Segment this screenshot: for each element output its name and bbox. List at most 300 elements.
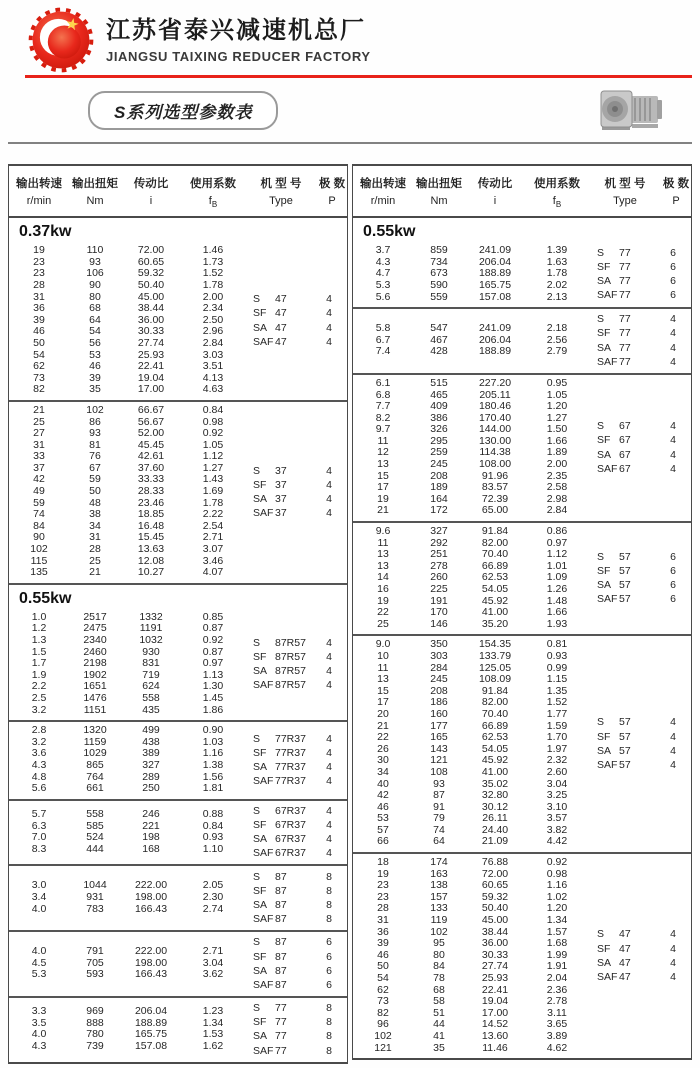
type-designation: SA 57	[597, 744, 631, 757]
cell-value: 188.89	[478, 345, 512, 358]
cell-value: 1.62	[202, 1039, 224, 1052]
cell-value: 428	[430, 345, 448, 358]
type-row	[589, 564, 690, 578]
cell-value: 2.02	[546, 278, 568, 291]
cell-value: 70.40	[481, 707, 509, 720]
cell-value: 3.3	[31, 1005, 47, 1018]
header-unit: Type	[269, 195, 293, 207]
cell-value: 19	[377, 867, 389, 880]
header-cell	[525, 175, 589, 209]
cell-value: 1.97	[546, 742, 568, 755]
cell-value: 780	[86, 1028, 104, 1041]
cell-value: 888	[86, 1016, 104, 1029]
cell-value: 65.00	[481, 504, 509, 517]
type-row	[589, 312, 690, 326]
type-row	[245, 949, 346, 963]
pole-count: 4	[326, 464, 332, 477]
type-designation: SF 57	[597, 565, 631, 578]
header-cell	[245, 175, 317, 209]
cell-value: 1.02	[546, 890, 568, 903]
cell-value: 10	[377, 649, 389, 662]
cell-value: 18	[377, 856, 389, 869]
type-designation: SAF 77R37	[253, 775, 306, 788]
cell-value: 0.97	[202, 657, 224, 670]
type-row	[245, 760, 346, 774]
cell-value: 36.00	[137, 313, 165, 326]
table-column-left	[8, 164, 348, 1064]
pole-count: 4	[670, 341, 676, 354]
cell-value: 170.40	[478, 411, 512, 424]
cell-value: 36	[33, 302, 45, 315]
cell-value: 1.01	[546, 559, 568, 572]
cell-value: 1159	[83, 735, 107, 748]
type-row	[245, 746, 346, 760]
cell-value: 1.39	[546, 244, 568, 257]
cell-value: 35.20	[481, 617, 509, 630]
pole-count: 4	[326, 507, 332, 520]
type-designation: SF 77	[253, 1016, 287, 1029]
numeric-rows	[9, 1006, 245, 1052]
cell-value: 1.12	[202, 450, 224, 463]
company-titles	[106, 16, 371, 64]
type-designation: SA 67R37	[253, 833, 306, 846]
cell-value: 2.50	[202, 313, 224, 326]
cell-value: 91	[433, 800, 445, 813]
cell-value: 7.0	[31, 831, 47, 844]
pole-count: 4	[326, 732, 332, 745]
table-row	[9, 969, 245, 981]
cell-value: 11.46	[482, 1041, 508, 1054]
cell-value: 174	[430, 856, 448, 869]
cell-value: 5.6	[375, 290, 391, 303]
cell-value: 1.13	[202, 668, 224, 681]
type-list	[589, 312, 690, 369]
cell-value: 865	[86, 758, 104, 771]
data-block	[353, 636, 691, 852]
pole-count: 4	[326, 478, 332, 491]
type-designation: S 37	[253, 464, 287, 477]
cell-value: 6.3	[31, 819, 47, 832]
cell-value: 91.84	[481, 525, 509, 538]
cell-value: 143	[430, 742, 448, 755]
pole-count: 4	[326, 833, 332, 846]
type-row	[245, 650, 346, 664]
cell-value: 734	[430, 255, 448, 268]
cell-value: 157.08	[478, 290, 512, 303]
cell-value: 21	[33, 403, 45, 416]
cell-value: 198	[142, 831, 160, 844]
cell-value: 705	[86, 956, 104, 969]
cell-value: 54	[89, 325, 101, 338]
cell-value: 0.95	[546, 376, 568, 389]
cell-value: 54.05	[481, 583, 509, 595]
cell-value: 1.66	[546, 606, 568, 619]
cell-value: 4.0	[31, 902, 47, 915]
cell-value: 72.39	[481, 492, 509, 505]
cell-value: 54	[33, 348, 45, 361]
cell-value: 177	[430, 719, 448, 732]
cell-value: 1.05	[202, 438, 224, 451]
type-row	[589, 956, 690, 970]
cell-value: 2.22	[202, 508, 224, 521]
cell-value: 1.09	[546, 571, 568, 584]
cell-value: 2.30	[202, 891, 224, 904]
cell-value: 1.78	[546, 267, 568, 280]
cell-value: 30	[377, 754, 389, 767]
type-row	[589, 550, 690, 564]
cell-value: 499	[142, 724, 160, 737]
type-designation: SA 77	[597, 275, 631, 288]
cell-value: 20	[377, 707, 389, 720]
type-row	[245, 1044, 346, 1058]
cell-value: 21	[89, 566, 101, 579]
cell-value: 19	[377, 492, 389, 505]
cell-value: 164	[430, 492, 448, 505]
cell-value: 96	[377, 1018, 389, 1031]
header-cell	[317, 175, 347, 209]
type-row	[245, 292, 346, 306]
header-cell	[589, 175, 661, 209]
cell-value: 661	[86, 782, 104, 795]
type-designation: SA 77	[253, 1030, 287, 1043]
cell-value: 0.87	[202, 645, 224, 658]
cell-value: 108.00	[478, 458, 512, 471]
cell-value: 60.65	[137, 255, 165, 268]
cell-value: 1.15	[546, 673, 568, 686]
cell-value: 16.48	[137, 519, 165, 532]
cell-value: 87	[433, 789, 445, 802]
cell-value: 2.00	[546, 458, 568, 471]
cell-value: 189	[430, 481, 448, 494]
type-row	[589, 355, 690, 369]
cell-value: 72.00	[137, 244, 165, 257]
cell-value: 930	[142, 645, 160, 658]
type-designation: SA 37	[253, 492, 287, 505]
numeric-rows	[9, 809, 245, 855]
cell-value: 2.13	[546, 290, 568, 303]
type-row	[589, 730, 690, 744]
cell-value: 284	[430, 661, 448, 674]
type-designation: S 67R37	[253, 804, 306, 817]
cell-value: 45.45	[137, 438, 165, 451]
cell-value: 0.81	[546, 638, 568, 651]
gray-divider	[8, 142, 692, 144]
pole-count: 4	[670, 744, 676, 757]
cell-value: 559	[430, 290, 448, 303]
cell-value: 1.69	[202, 485, 224, 498]
cell-value: 38.44	[137, 302, 165, 315]
header-label-cn: 机 型 号	[604, 178, 646, 190]
cell-value: 4.13	[202, 371, 224, 384]
type-row	[245, 964, 346, 978]
cell-value: 36.00	[481, 937, 509, 950]
cell-value: 2.8	[31, 724, 47, 737]
cell-value: 1.38	[202, 758, 224, 771]
pole-count: 4	[670, 956, 676, 969]
cell-value: 3.82	[546, 823, 568, 836]
cell-value: 1.10	[202, 842, 224, 855]
cell-value: 206.04	[478, 333, 512, 346]
cell-value: 82	[377, 1006, 389, 1019]
type-row	[245, 869, 346, 883]
cell-value: 1.78	[202, 496, 224, 509]
header-label-cn: 传动比	[477, 178, 513, 190]
cell-value: 2.54	[202, 519, 224, 532]
data-block	[353, 523, 691, 634]
cell-value: 931	[86, 891, 104, 904]
numeric-rows	[353, 857, 589, 1054]
cell-value: 3.65	[546, 1018, 568, 1031]
type-row	[245, 884, 346, 898]
cell-value: 37.60	[137, 461, 165, 474]
pole-count: 6	[326, 950, 332, 963]
cell-value: 31	[33, 290, 45, 303]
pole-count: 8	[326, 1016, 332, 1029]
type-row	[589, 592, 690, 606]
header-label-cn: 使用系数	[534, 178, 580, 190]
table-row	[9, 280, 245, 292]
column-header-row	[9, 166, 347, 218]
cell-value: 1.52	[546, 696, 568, 709]
cell-value: 435	[142, 703, 160, 716]
cell-value: 166.43	[134, 902, 168, 915]
cell-value: 25	[33, 415, 45, 428]
cell-value: 1.63	[546, 255, 568, 268]
type-row	[589, 288, 690, 302]
type-row	[245, 804, 346, 818]
cell-value: 17	[377, 696, 389, 709]
cell-value: 1.68	[546, 937, 568, 950]
cell-value: 278	[430, 559, 448, 572]
power-section-label: 0.55kw	[19, 589, 72, 607]
header-cell	[661, 175, 691, 209]
cell-value: 46	[89, 360, 101, 373]
cell-value: 4.42	[546, 835, 568, 848]
column-header-row	[353, 166, 691, 218]
cell-value: 1.81	[202, 782, 224, 795]
cell-value: 1.34	[546, 914, 568, 927]
header-label-cn: 极 数	[662, 178, 690, 190]
type-row	[245, 492, 346, 506]
cell-value: 106	[86, 267, 104, 280]
cell-value: 2.60	[546, 765, 568, 778]
cell-value: 1.86	[202, 703, 224, 716]
cell-value: 37	[33, 461, 45, 474]
data-block	[9, 866, 347, 930]
cell-value: 3.2	[31, 735, 47, 748]
pole-count: 4	[670, 970, 676, 983]
type-list	[245, 636, 346, 693]
cell-value: 1029	[83, 747, 107, 760]
cell-value: 165.75	[478, 278, 512, 291]
cell-value: 2198	[83, 657, 107, 670]
cell-value: 1.66	[546, 434, 568, 447]
type-row	[589, 341, 690, 355]
cell-value: 3.04	[546, 777, 568, 790]
cell-value: 1151	[83, 703, 107, 716]
cell-value: 547	[430, 322, 448, 335]
cell-value: 386	[430, 411, 448, 424]
cell-value: 78	[433, 972, 445, 984]
table-row	[353, 857, 589, 869]
pole-count: 6	[670, 246, 676, 259]
header-unit: Nm	[86, 195, 104, 207]
header-unit: i	[149, 195, 153, 207]
cell-value: 3.25	[546, 789, 568, 802]
type-designation: SA 57	[597, 579, 631, 592]
cell-value: 3.62	[202, 968, 224, 981]
cell-value: 13.60	[481, 1029, 509, 1042]
type-row	[245, 335, 346, 349]
cell-value: 66.89	[481, 559, 509, 572]
company-name-en: JIANGSU TAIXING REDUCER FACTORY	[106, 49, 371, 64]
cell-value: 23	[377, 890, 389, 903]
type-row	[245, 935, 346, 949]
cell-value: 36	[377, 925, 389, 938]
cell-value: 93	[433, 777, 445, 790]
power-section-label: 0.37kw	[19, 223, 72, 241]
cell-value: 206.04	[134, 1005, 168, 1018]
cell-value: 62.53	[481, 571, 509, 584]
cell-value: 28.33	[137, 485, 165, 498]
table-row	[9, 544, 245, 556]
data-block	[353, 854, 691, 1058]
cell-value: 2.79	[546, 345, 568, 358]
cell-value: 42.61	[137, 450, 165, 463]
pole-count: 8	[326, 1044, 332, 1057]
cell-value: 58	[433, 995, 445, 1008]
cell-value: 1.50	[546, 423, 568, 436]
cell-value: 3.07	[202, 543, 224, 556]
type-designation: SF 47	[253, 307, 287, 320]
cell-value: 39	[377, 937, 389, 950]
cell-value: 144.00	[478, 423, 512, 436]
header-label-cn: 使用系数	[190, 178, 236, 190]
type-designation: SF 37	[253, 478, 287, 491]
cell-value: 2.71	[202, 531, 224, 544]
cell-value: 783	[86, 902, 104, 915]
cell-value: 121	[430, 754, 448, 767]
type-designation: SAF 77	[597, 289, 631, 302]
data-block	[9, 801, 347, 865]
cell-value: 1032	[139, 634, 163, 646]
cell-value: 590	[430, 278, 448, 291]
cell-value: 0.90	[202, 724, 224, 737]
cell-value: 0.97	[546, 536, 568, 549]
pole-count: 4	[326, 847, 332, 860]
pole-count: 6	[670, 261, 676, 274]
type-list	[245, 463, 346, 520]
table-row	[353, 505, 589, 517]
table-row	[9, 567, 245, 579]
data-block	[353, 375, 691, 521]
type-designation: SF 77	[597, 327, 631, 340]
cell-value: 19	[377, 594, 389, 607]
type-list	[245, 869, 346, 926]
cell-value: 30.33	[481, 948, 509, 961]
cell-value: 45.92	[481, 754, 509, 767]
cell-value: 10.27	[137, 566, 165, 579]
pole-count: 8	[326, 870, 332, 883]
cell-value: 130.00	[478, 434, 512, 447]
table-row	[9, 844, 245, 856]
cell-value: 1.93	[546, 617, 568, 630]
type-list	[589, 246, 690, 303]
table-row	[353, 1031, 589, 1043]
cell-value: 558	[142, 691, 160, 704]
table-row	[353, 836, 589, 848]
type-designation: SAF 47	[253, 335, 287, 348]
type-designation: SF 77R37	[253, 746, 306, 759]
cell-value: 1.27	[202, 461, 224, 474]
cell-value: 4.7	[375, 267, 391, 280]
type-designation: SAF 87	[253, 913, 287, 926]
cell-value: 2.2	[31, 680, 47, 693]
cell-value: 1.2	[31, 622, 47, 635]
table-row	[9, 428, 245, 440]
cell-value: 27.74	[481, 960, 509, 973]
cell-value: 3.2	[31, 703, 47, 716]
type-designation: SAF 57	[597, 593, 631, 606]
cell-value: 91.96	[481, 469, 509, 482]
table-row	[353, 651, 589, 663]
cell-value: 22.41	[137, 360, 165, 373]
cell-value: 146	[430, 617, 448, 630]
cell-value: 208	[430, 684, 448, 697]
cell-value: 165.75	[134, 1028, 168, 1041]
cell-value: 59	[89, 473, 101, 486]
cell-value: 2517	[83, 610, 107, 623]
reducer-photo	[594, 86, 664, 134]
type-row	[589, 941, 690, 955]
type-list	[589, 550, 690, 607]
type-designation: SF 67R37	[253, 819, 306, 831]
cell-value: 188.89	[134, 1016, 168, 1029]
cell-value: 227.20	[478, 376, 512, 389]
cell-value: 59.32	[481, 890, 509, 903]
cell-value: 2.36	[546, 983, 568, 996]
type-row	[589, 744, 690, 758]
cell-value: 8.2	[375, 411, 391, 424]
cell-value: 42	[33, 473, 45, 486]
table-row	[353, 459, 589, 471]
type-designation: SAF 37	[253, 507, 287, 520]
cell-value: 35	[89, 383, 101, 396]
cell-value: 191	[430, 594, 448, 607]
header-cell	[69, 175, 121, 209]
type-designation: S 47	[253, 293, 287, 306]
cell-value: 1.20	[546, 902, 568, 915]
cell-value: 68	[89, 302, 101, 315]
cell-value: 1.5	[31, 645, 47, 658]
cell-value: 624	[142, 680, 160, 693]
type-designation: SAF 87R57	[253, 679, 306, 692]
cell-value: 32.80	[481, 789, 509, 802]
cell-value: 0.85	[202, 610, 224, 623]
table-row	[9, 693, 245, 705]
header-unit: Type	[613, 195, 637, 207]
cell-value: 18.85	[137, 508, 165, 521]
cell-value: 82.00	[481, 696, 509, 709]
cell-value: 59	[33, 496, 45, 509]
cell-value: 0.99	[546, 661, 568, 674]
numeric-rows	[9, 880, 245, 915]
cell-value: 2.04	[546, 972, 568, 984]
svg-text:★: ★	[63, 15, 81, 35]
cell-value: 2.05	[202, 879, 224, 892]
type-row	[245, 678, 346, 692]
type-designation: SAF 67R37	[253, 847, 306, 860]
